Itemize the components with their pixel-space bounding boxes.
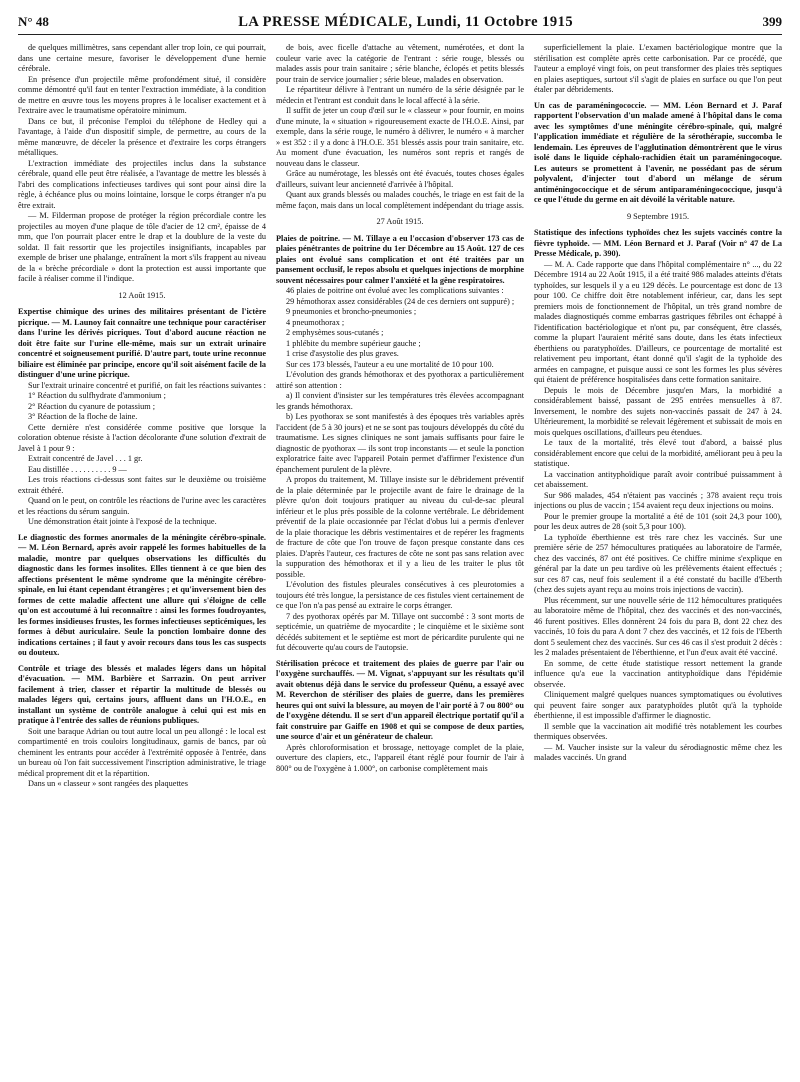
- section-heading-paragraph: Plaies de poitrine. — M. Tillaye a eu l'occasion d'observer 173 cas de plaies pénétrantes de poitrine du 1er Décembre au 15 Août. 127 de ces plaies ont évolué sans complication et ont été traitées par un pansement occlusif, le repos absolu et quelques injections de morphine souvent nécessaires pour calmer l'anxiété et la gêne respiratoires.: [276, 233, 524, 285]
- paragraph: — M. A. Cade rapporte que dans l'hôpital complémentaire n° ..., du 22 Décembre 1914 au 22 Août 1915, il a été traité 986 malades atteints d'états typhoïdes, sur lesquels il y a eu 129 décès. Le pourcentage est donc de 13 pour 100. Ce chiffre doit être notablement inférieur, car, dans les sept premiers mois de fonctionnement de l'hôpital, un très grand nombre de malades diagnostiqués comme embarras gastriques fébriles ont échappé à l'identification bactériologique et n'ont pu, par conséquent, être classés, comme la plupart l'auraient mérité sans doute, dans les états infectieux éberthiens ou paratyphoïdes. D'ailleurs, ce pourcentage de mortalité est relativement peu important, étant donné qu'il s'agit de la typhoïde des armées en campagne, et puisque aussi ce sont les formes les plus sévères qui étaient de préférence hospitalisées dans cette formation sanitaire.: [534, 259, 782, 384]
- paragraph: 29 hémothorax assez considérables (24 de ces derniers ont suppuré) ;: [286, 296, 515, 306]
- paragraph: — M. Filderman propose de protéger la région précordiale contre les projectiles au moyen d'une plaque de tôle d'acier de 12 cm², épaisse de 4 mm, que l'on pourrait placer entre le drap et la doublure de la veste du soldat. Il fait ressortir que les projectiles insignifiants, incapables par exemple de briser une phalange, entraînent la mort s'ils frappent au niveau de la « brèche précordiale » dont la protection est aussi importante que facile à réaliser comme il l'indique.: [18, 211, 266, 283]
- paragraph: Pour le premier groupe la mortalité a été de 101 (soit 24,3 pour 100), pour les deux autres de 28 (soit 5,3 pour 100).: [534, 511, 782, 531]
- paragraph: superficiellement la plaie. L'examen bactériologique montre que la stérilisation est complète après cette carbonisation. Par ce procédé, que l'auteur a employé vingt fois, on peut transformer des plaies très septiques en plaies aseptiques, surtout s'il s'agit de plaies en surface ou que l'on peut étaler par débridements.: [534, 43, 782, 94]
- list-line: 1° Réaction du sulfhydrate d'ammonium ;: [28, 391, 166, 400]
- section-heading-paragraph: Le diagnostic des formes anormales de la méningite cérébro-spinale. — M. Léon Bernard, après avoir rappelé les formes habituelles de la maladie, montre par quelques observations les difficultés du diagnostic dans les formes insolites. Elles tiennent à ce que bien des affections présentent le même syndrome que la méningite cérébro-spinale, en lui étant cependant étrangères ; et qu'inversement bien des formes de cette maladie affectent une allure qui s'éloigne de celle qu'on est accoutumé à lui reconnaître : ainsi les formes foudroyantes, les formes insidieuses frustes, les formes infectieuses septicémiques, les formes à début auriculaire. Seule la ponction lombaire donne des indications certaines ; il faut y avoir recours dans tous les cas suspects ou douteux.: [18, 532, 266, 657]
- paragraph: Depuis le mois de Décembre jusqu'en Mars, la morbidité a considérablement baissé, passant de 295 entrées mensuelles à 87. Inversement, le nombre des sujets non-vaccinés passait de 247 à 24. Ultérieurement, la morbidité se relevait légèrement et subissait de mois en mois quelques oscillations, d'ailleurs peu étendues.: [534, 385, 782, 437]
- paragraph: Dans un « classeur » sont rangées des plaquettes: [28, 779, 188, 788]
- paragraph: 1 phlébite du membre supérieur gauche ;: [286, 338, 421, 348]
- paragraph: 46 plaies de poitrine ont évolué avec les complications suivantes :: [286, 286, 504, 295]
- paragraph: L'évolution des fistules pleurales consécutives à ces pleurotomies a toujours été très longue, la persistance de ces fistules vient certainement de ce que l'on n'a pas pensé au extraire le corps étranger.: [276, 580, 524, 610]
- paragraph: En somme, de cette étude statistique ressort nettement la grande influence qu'a eue la vaccination antityphoïdique dans l'épidémie observée.: [534, 658, 782, 689]
- list-line: Extrait concentré de Javel . . . 1 gr.: [28, 454, 143, 463]
- paragraph: En présence d'un projectile même profondément situé, il considère comme démontré qu'il faut en tenter l'extraction immédiate, à la condition de mettre en œuvre tous les moyens propres à le localiser exactement et à l'extraire avec le traumatisme opératoire minimum.: [18, 74, 266, 115]
- page-header: [18, 0, 782, 35]
- paragraph: La vaccination antityphoïdique paraît avoir contribué puissamment à cet abaissement.: [534, 469, 782, 489]
- paragraph: Il semble que la vaccination ait modifié très notablement les courbes thermiques observées.: [534, 721, 782, 741]
- paragraph: Le taux de la mortalité, très élevé tout d'abord, a baissé plus considérablement encore que celui de la morbidité, améliorant peu à peu la statistique.: [534, 438, 782, 468]
- section-heading-paragraph: Un cas de paraméningococcie. — MM. Léon Bernard et J. Paraf rapportent l'observation d'un malade amené à l'hôpital dans le coma avec les symptômes d'une méningite cérébro-spinale, qui, malgré l'application immédiate et régulière de la sérothérapie, succomba le lendemain. Les épreuves de l'agglutination démontrèrent que le virus isolé dans le liquide céphalo-rachidien était un paraméningocoque. Les auteurs se promettent à l'avenir, ne possédant pas de sérum polyvalent, d'injecter tout d'abord un mélange de sérum antiméningococcique et de sérum antiparaméningococcique, jusqu'à ce que l'étude du germe en ait dévoilé la véritable nature.: [534, 100, 782, 204]
- paragraph: de quelques millimètres, sans cependant aller trop loin, ce qui pourrait, dans une certaine mesure, favoriser le développement d'une hernie cérébrale.: [18, 43, 266, 73]
- paragraph: Sur ces 173 blessés, l'auteur a eu une mortalité de 10 pour 100.: [286, 359, 494, 369]
- section-heading-paragraph: Statistique des infections typhoïdes chez les sujets vaccinés contre la fièvre typhoïde. — MM. Léon Bernard et J. Paraf (Voir n° 47 de La Presse Médicale, p. 390).: [534, 228, 782, 258]
- column-2: [276, 43, 524, 1075]
- paragraph: Une démonstration était jointe à l'exposé de la technique.: [28, 517, 217, 526]
- paragraph: Cliniquement malgré quelques nuances symptomatiques ou évolutives qui peuvent faire songer aux paratyphoïdes plutôt qu'à la typhoïde éberthienne, il est impossible d'affirmer le diagnostic.: [534, 690, 782, 720]
- paragraph: Quant aux grands blessés ou malades couchés, le triage en est fait de la même façon, mais dans un local complètement indépendant du triage assis.: [276, 190, 524, 210]
- paragraph: a) Il convient d'insister sur les températures très élevées accompagnant les grands hémothorax.: [276, 391, 524, 411]
- session-date: 27 Août 1915.: [376, 217, 424, 226]
- paragraph: 7 des pyothorax opérés par M. Tillaye ont succombé : 3 sont morts de septicémie, un quatrième de myocardite ; le cinquième et le sixième sont décédés subitement et le septième est mort de péricardite purulente qui ne fut découverte qu'au cours de l'autopsie.: [276, 611, 524, 652]
- session-date: 9 Septembre 1915.: [626, 211, 690, 221]
- list-line: 3° Réaction de la floche de laine.: [28, 412, 138, 421]
- paragraph: Sur l'extrait urinaire concentré et purifié, on fait les réactions suivantes :: [28, 380, 266, 390]
- column-1: [18, 43, 266, 1075]
- paragraph: Soit une baraque Adrian ou tout autre local un peu allongé : le local est compartimenté en trois couloirs longitudinaux, garnis de bancs, par où cheminent les entrants pour accéder à l'extrémité opposée à l'entrée, dans un bureau où l'on fait successivement l'inscription administrative, le triage médical proprement dit et la répartition.: [18, 726, 266, 778]
- paragraph: Après chloroformisation et brossage, nettoyage complet de la plaie, ouverture des clapiers, etc., l'appareil étant réglé pour fournir de l'air à 800° ou de l'oxygène à 1.000°, on carbonise complètement mais: [276, 742, 524, 773]
- paragraph: b) Les pyothorax se sont manifestés à des époques très variables après l'accident (de 5 à 30 jours) et ne se sont pas toujours développés du côté du traumatisme. Les signes cliniques ne sont jamais suffisants pour faire le diagnostic de pyothorax — ils sont trop inconstants — et seule la ponction exploratrice faite avec l'appareil Potain permet d'affirmer l'existence d'un épanchement purulent de la plèvre.: [276, 412, 524, 474]
- section-heading-paragraph: Contrôle et triage des blessés et malades légers dans un hôpital d'évacuation. — MM. Barbière et Sarrazin. On peut arriver facilement à trier, classer et répartir la multitude de blessés ou malades légers qui, certains jours, affluent dans un l'H.O.E., en installant un système de contrôle analogue à celui qui est mis en pratique à l'entrée des salles de réunions publiques.: [18, 663, 266, 725]
- paragraph: Grâce au numérotage, les blessés ont été évacués, toutes choses égales d'ailleurs, suivant leur ancienneté d'arrivée à l'hôpital.: [276, 169, 524, 189]
- paragraph: 9 pneumonies et broncho-pneumonies ;: [286, 307, 417, 316]
- section-heading-paragraph: Expertise chimique des urines des militaires présentant de l'ictère picrique. — M. Launoy fait connaître une technique pour caractériser dans l'urine les dérivés picriques. Tout d'abord aucune réaction ne doit être faite sur l'urine elle-même, mais sur un extrait urinaire concentré et soigneusement purifié. D'autre part, toute urine reconnue biliaire est éliminée par principe, encore qu'il soit aisément facile de la distinguer d'une urine picrique.: [18, 307, 266, 379]
- paragraph: Les trois réactions ci-dessus sont faites sur le deuxième ou troisième extrait éthéré.: [18, 475, 266, 495]
- journal-title: LA PRESSE MÉDICALE, Lundi, 11 Octobre 1915: [238, 14, 574, 30]
- paragraph: L'extraction immédiate des projectiles inclus dans la substance cérébrale, quand elle peut être réalisée, a l'avantage de mettre les blessés à l'abri des complications infectieuses tardives qui sont pour ainsi dire la règle, à échéance plus ou moins lointaine, lorsque le corps étranger n'a pu être extrait.: [18, 158, 266, 210]
- paragraph: Cette dernière n'est considérée comme positive que lorsque la coloration obtenue résiste à l'action décolorante d'une solution d'extrait de Javel à 1 pour 9 :: [18, 422, 266, 453]
- paragraph: L'évolution des grands hémothorax et des pyothorax a particulièrement attiré son attention :: [276, 370, 524, 390]
- paragraph: Quand on le peut, on contrôle les réactions de l'urine avec les caractères et les réactions du sérum sanguin.: [18, 496, 266, 516]
- issue-number: N° 48: [18, 14, 49, 29]
- list-line: Eau distillée . . . . . . . . . . 9 —: [28, 464, 127, 474]
- paragraph: Dans ce but, il préconise l'emploi du téléphone de Hedley qui a l'avantage, à l'aide d'un dispositif simple, de permettre, au cours de la même manœuvre, de déceler la présence et d'extraire les corps étrangers métalliques.: [18, 116, 266, 157]
- paragraph: Il suffit de jeter un coup d'œil sur le « classeur » pour fournir, en moins d'une minute, la « situation » rigoureusement exacte de l'H.O.E. Ainsi, par exemple, dans la série rouge, le numéro à délivrer, le numéro « à marcher » est 352 : il y a donc à l'H.O.E. 351 blessés assis pour train sanitaire, etc. Au moment d'une évacuation, les numéros sont repris et rangés de nouveau dans le classeur.: [276, 106, 524, 168]
- paragraph: de bois, avec ficelle d'attache au vêtement, numérotées, et dont la couleur varie avec la catégorie de l'entrant : série rouge, blessés ou malades assis pour train sanitaire ; série blanche, éclopés et petits blessés pour train de service journalier ; série bleue, malades en observation.: [276, 43, 524, 84]
- paragraph: Sur 986 malades, 454 n'étaient pas vaccinés ; 378 avaient reçu trois injections ou plus de vaccin ; 154 avaient reçu deux injections ou moins.: [534, 490, 782, 510]
- paragraph: Le répartiteur délivre à l'entrant un numéro de la série désignée par le médecin et l'entrant est conduit dans le local affecté à la série.: [276, 85, 524, 105]
- paragraph: A propos du traitement, M. Tillaye insiste sur le débridement préventif de la plaie déterminée par le projectile avant de faire le drainage de la plèvre qu'on doit toujours pratiquer au niveau du cul-de-sac pleural inférieur et le plus près possible de la colonne vertébrale. Le débridement préventif de la plaie occasionnée par l'éclat d'obus lui a permis d'enlever de la plaie thoracique les débris vestimentaires et de repérer les fragments de fracture de côte que l'on trouve de façon presque constante dans ces plaies. D'après l'auteur, ces fractures de côte ne sont pas sans relation avec la suppuration des hémothorax et il y a lieu de les traiter le plus tôt possible.: [276, 475, 524, 579]
- page-number: 399: [762, 14, 782, 29]
- column-3: [534, 43, 782, 1075]
- list-line: 2° Réaction du cyanure de potassium ;: [28, 401, 156, 411]
- session-date: 12 Août 1915.: [118, 290, 166, 300]
- text-columns: [18, 43, 782, 1075]
- paragraph: 2 emphysèmes sous-cutanés ;: [286, 328, 384, 337]
- paragraph: La typhoïde éberthienne est très rare chez les vaccinés. Sur une première série de 257 hémocultures pratiquées au laboratoire de l'armée, chez des vaccinés, 87 ont été positives. Ce chiffre minime s'explique en général par la date un peu tardive où les prélèvements étaient effectués ; sur ces 87 cas, neuf fois seulement il a été constaté du bacille d'Eberth (chez des sujets ayant reçu au moins trois injections de vaccin).: [534, 532, 782, 594]
- paragraph: Plus récemment, sur une nouvelle série de 112 hémocultures pratiquées au laboratoire même de l'hôpital, chez des vaccinés et des non-vaccinés, 46 furent positives. Elles donnèrent 24 fois du para B, dont 22 chez des vaccinés, 10 fois du para A dont 7 chez des vaccinés, et 12 fois de l'Eberth dont 5 seulement chez des vaccinés. Sur ces 46 cas il s'est produit 2 décès : les 2 malades présentaient de l'éberthienne, et l'un d'eux avait été vacciné.: [534, 595, 782, 657]
- paragraph: 1 crise d'asystolie des plus graves.: [286, 349, 399, 358]
- paragraph: 4 pneumothorax ;: [286, 317, 345, 327]
- section-heading-paragraph: Stérilisation précoce et traitement des plaies de guerre par l'air ou l'oxygène surchauffés. — M. Vignat, s'appuyant sur les résultats qu'il avait obtenus déjà dans le service du professeur Quénu, a essayé avec M. Reverchon de stériliser des plaies de guerre, dans les premières heures qui ont suivi la blessure, au moyen de l'air porté à 7 ou 800° ou de l'oxygène détendu. Il se sert d'un appareil électrique portatif qu'il a fait construire par Gaiffe en 1908 et qui se compose de deux parties, une source d'air et un générateur de chaleur.: [276, 658, 524, 741]
- paragraph: — M. Vaucher insiste sur la valeur du sérodiagnostic même chez les malades vaccinés. Un grand: [534, 742, 782, 762]
